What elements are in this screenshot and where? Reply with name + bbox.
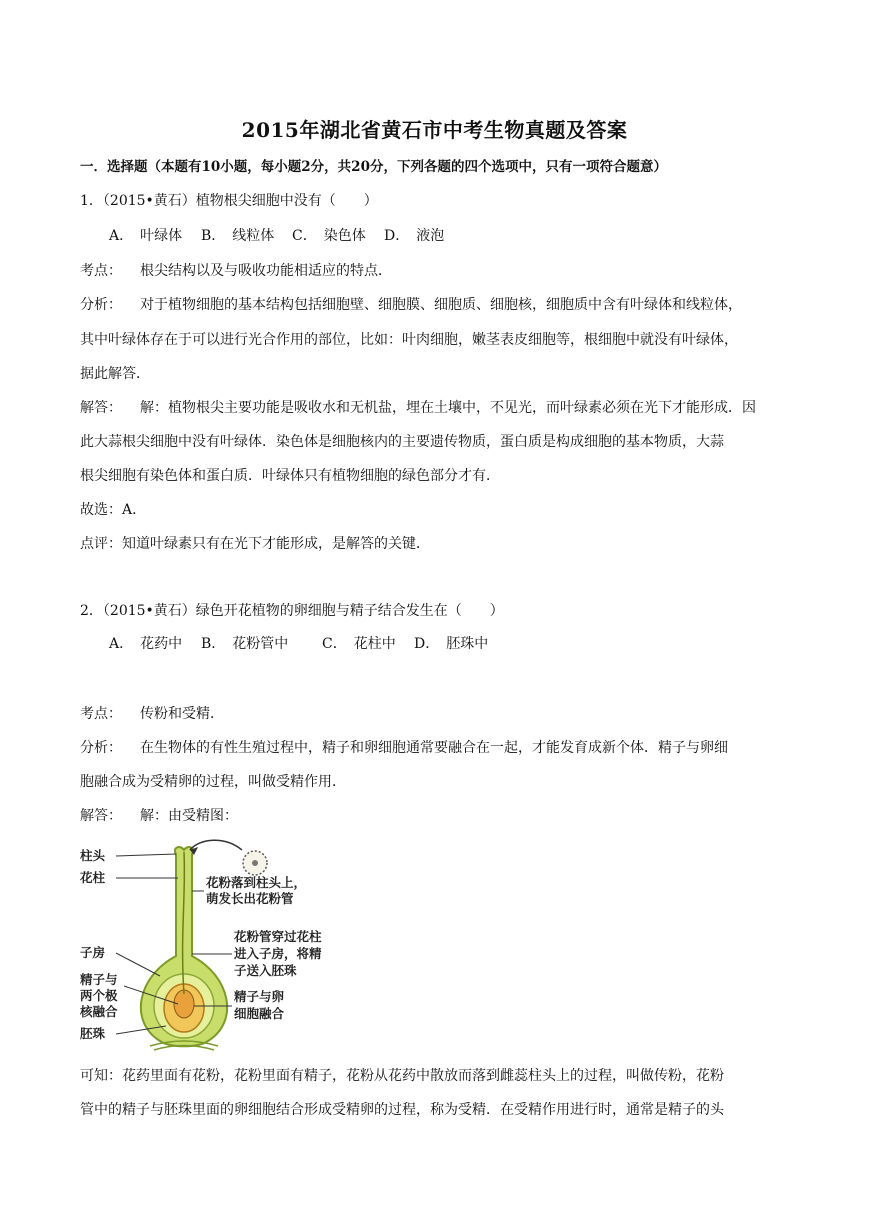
q1-fenxi-line2: 其中叶绿体存在于可以进行光合作用的部位，比如：叶肉细胞，嫩茎表皮细胞等，根细胞中就没有叶绿体， [80, 332, 738, 348]
q2-option-a: A． 花药中 [109, 636, 183, 652]
q1-stem: 1．（2015•黄石）植物根尖细胞中没有（ ） [80, 193, 378, 209]
fertilization-diagram [80, 836, 350, 1054]
q2-conclusion-line1: 可知：花药里面有花粉，花粉里面有精子，花粉从花药中散放而落到雌蕊柱头上的过程，叫做传粉，花粉 [80, 1068, 724, 1084]
q2-fenxi-line2: 胞融合成为受精卵的过程，叫做受精作用． [80, 774, 346, 790]
kaodian-text: 根尖结构以及与吸收功能相适应的特点． [140, 263, 392, 279]
q1-dianping: 点评：知道叶绿素只有在光下才能形成，是解答的关键． [80, 536, 430, 552]
q1-fenxi-line3: 据此解答． [80, 366, 150, 382]
pollen-nucleus [252, 860, 258, 866]
kaodian-label: 考点： [80, 263, 122, 279]
note-pollen-land-1: 花粉落到柱头上， [206, 875, 307, 890]
fenxi-label: 分析： [80, 740, 122, 756]
note-tube-1: 花粉管穿过花柱 [234, 929, 322, 944]
q2-fenxi [80, 738, 800, 758]
q1-option-c: C． 染色体 [292, 228, 366, 244]
leader-zifang [116, 953, 160, 976]
label-liangge: 两个极 [80, 988, 118, 1003]
label-peizhu: 胚珠 [80, 1026, 106, 1041]
fenxi-text: 在生物体的有性生殖过程中，精子和卵细胞通常要融合在一起，才能发育成新个体．精子与卵细 [140, 740, 728, 756]
q1-option-d: D． 液泡 [384, 228, 445, 244]
label-zhutou: 柱头 [80, 848, 106, 863]
q2-jieda [80, 806, 800, 826]
leader-zhutou [116, 854, 176, 856]
label-huazhu: 花柱 [80, 870, 106, 885]
jieda-label: 解答： [80, 808, 122, 824]
q2-stem: 2．（2015•黄石）绿色开花植物的卵细胞与精子结合发生在（ ） [80, 603, 504, 619]
arrow-curve [190, 840, 242, 850]
q2-option-c: C． 花柱中 [322, 636, 396, 652]
jieda-text: 解：植物根尖主要功能是吸收水和无机盐，埋在土壤中，不见光，而叶绿素必须在光下才能形成．因 [140, 400, 756, 416]
q2-kaodian [80, 704, 800, 724]
q1-fenxi [80, 295, 800, 315]
fenxi-text: 对于植物细胞的基本结构包括细胞壁、细胞膜、细胞质、细胞核，细胞质中含有叶绿体和线粒体， [140, 297, 742, 313]
q1-jieda-line3: 根尖细胞有染色体和蛋白质．叶绿体只有植物细胞的绿色部分才有． [80, 468, 500, 484]
jieda-label: 解答： [80, 400, 122, 416]
note-pollen-land-2: 萌发长出花粉管 [206, 891, 294, 906]
q2-option-d: D． 胚珠中 [414, 636, 489, 652]
note-tube-2: 进入子房，将精 [234, 946, 322, 961]
section-header: 一．选择题（本题有10小题，每小题2分，共20分，下列各题的四个选项中，只有一项符合题意） [80, 159, 667, 175]
q1-kaodian [80, 261, 800, 281]
q1-answer: 故选：A． [80, 502, 147, 518]
q1-jieda-line2: 此大蒜根尖细胞中没有叶绿体．染色体是细胞核内的主要遗传物质，蛋白质是构成细胞的基本物质，大蒜 [80, 434, 724, 450]
q1-option-b: B． 线粒体 [201, 228, 275, 244]
q2-conclusion-line2: 管中的精子与胚珠里面的卵细胞结合形成受精卵的过程，称为受精．在受精作用进行时，通常是精子的头 [80, 1102, 724, 1118]
label-hehe: 核融合 [80, 1004, 118, 1019]
note-fusion-2: 细胞融合 [234, 1006, 285, 1021]
label-zifang: 子房 [80, 945, 106, 960]
page-title: 2015年湖北省黄石市中考生物真题及答案 [241, 118, 628, 142]
label-jingzi: 精子与 [80, 972, 118, 987]
jieda-text: 解：由受精图： [140, 808, 238, 824]
q1-jieda [80, 398, 800, 418]
fenxi-label: 分析： [80, 297, 122, 313]
note-fusion-1: 精子与卵 [234, 989, 285, 1004]
note-tube-3: 子送入胚珠 [234, 963, 297, 978]
kaodian-text: 传粉和受精． [140, 706, 224, 722]
q2-option-b: B． 花粉管中 [201, 636, 289, 652]
kaodian-label: 考点： [80, 706, 122, 722]
q1-option-a: A． 叶绿体 [109, 228, 183, 244]
